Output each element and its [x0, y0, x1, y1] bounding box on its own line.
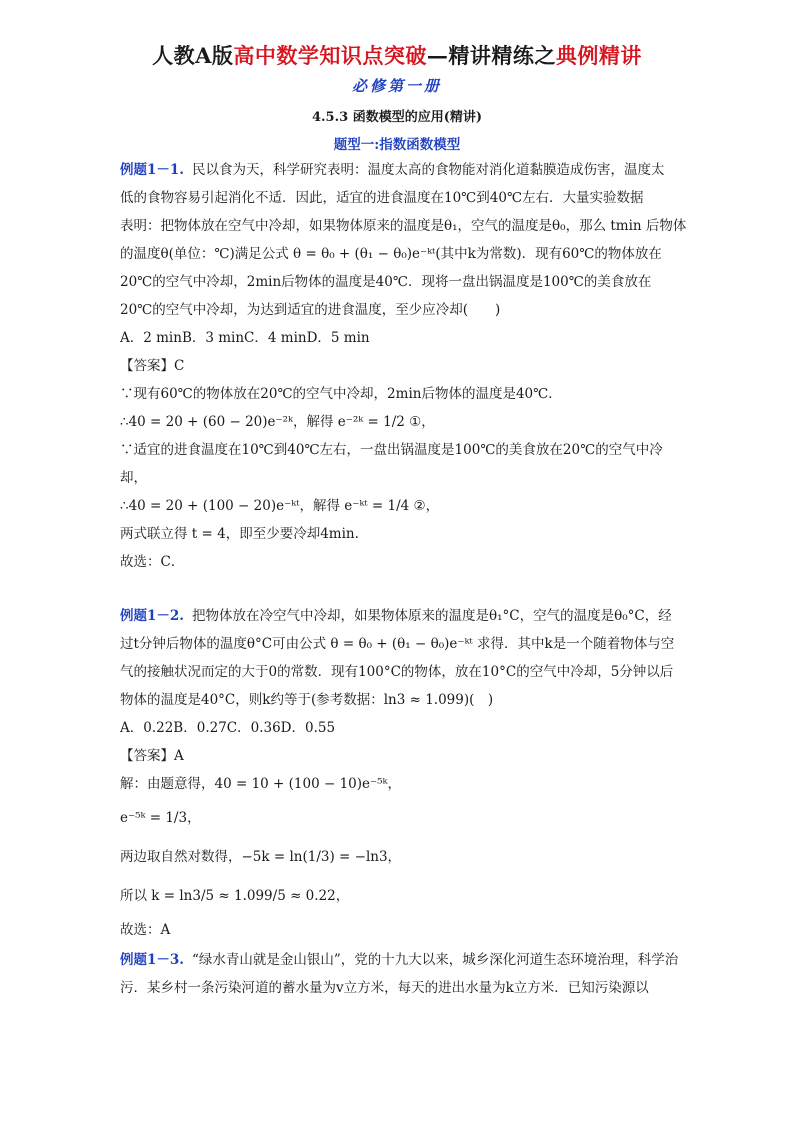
example-2-answer: 【答案】A [120, 748, 184, 764]
example-1-solution-line: 两式联立得 t = 4，即至少要冷却4min. [120, 526, 359, 542]
document-title [0, 40, 794, 70]
example-2-label: 例题1－2. [120, 608, 184, 624]
title-series: —精讲精练之 [426, 43, 556, 68]
example-2-solution-line: 解：由题意得，40 = 10 + (100 − 10)e⁻⁵ᵏ， [120, 776, 401, 792]
example-2-solution-line: 故选：A [120, 922, 171, 938]
type-heading: 题型一:指数函数模型 [333, 137, 461, 153]
example-1-options: A．2 minB．3 minC．4 minD．5 min [120, 330, 370, 346]
example-3-line: “绿水青山就是金山银山”，党的十九大以来，城乡深化河道生态环境治理，科学治 [192, 952, 679, 968]
example-2-solution-line: e⁻⁵ᵏ = 1/3， [120, 810, 201, 826]
example-1-line: 表明：把物体放在空气中冷却，如果物体原来的温度是θ₁，空气的温度是θ₀，那么 tmin 后物体 [120, 218, 687, 234]
example-2-line: 气的接触状况而定的大于0的常数．现有100°C的物体，放在10°C的空气中冷却，5分钟以后 [120, 664, 674, 680]
example-1-solution-line: 却， [120, 470, 147, 486]
example-1-label: 例题1－1. [120, 162, 184, 178]
document-subtitle: 必修第一册 [351, 77, 442, 95]
example-2-solution-line: 两边取自然对数得，−5k = ln(1/3) = −ln3， [120, 849, 402, 865]
title-subject: 高中数学知识点突破 [233, 43, 427, 68]
example-1-answer: 【答案】C [120, 358, 185, 374]
example-3-block [120, 946, 680, 1002]
example-1-line: 民以食为天，科学研究表明：温度太高的食物能对消化道黏膜造成伤害，温度太 [192, 162, 665, 178]
example-1-solution-line: ∴40 = 20 + (60 − 20)e⁻²ᵏ，解得 e⁻²ᵏ = 1/2 ①， [120, 414, 435, 430]
example-1-line: 20℃的空气中冷却，为达到适宜的进食温度，至少应冷却( ) [120, 302, 501, 318]
example-3-label: 例题1－3. [120, 952, 184, 968]
example-2-options: A．0.22B．0.27C．0.36D．0.55 [120, 720, 336, 736]
example-1-solution-line: 故选：C． [120, 554, 185, 570]
example-2-line: 物体的温度是40°C，则k约等于(参考数据：ln3 ≈ 1.099)( ) [120, 692, 494, 708]
title-publisher: 人教A版 [152, 43, 234, 68]
example-2-solution-line: 所以 k = ln3/5 ≈ 1.099/5 ≈ 0.22， [120, 888, 350, 904]
section-heading: 4.5.3 函数模型的应用(精讲) [311, 110, 483, 125]
example-2-line: 把物体放在冷空气中冷却，如果物体原来的温度是θ₁°C，空气的温度是θ₀°C，经 [192, 608, 672, 624]
title-emphasis: 典例精讲 [555, 43, 642, 68]
example-2-block [120, 602, 680, 944]
example-1-line: 的温度θ(单位：℃)满足公式 θ = θ₀ + (θ₁ − θ₀)e⁻ᵏᵗ(其中k为常数)．现有60℃的物体放在 [120, 246, 662, 262]
example-3-line: 污．某乡村一条污染河道的蓄水量为v立方米，每天的进出水量为k立方米．已知污染源以 [120, 980, 649, 996]
example-2-line: 过t分钟后物体的温度θ°C可由公式 θ = θ₀ + (θ₁ − θ₀)e⁻ᵏᵗ 求得．其中k是一个随着物体与空 [120, 636, 675, 652]
example-1-solution-line: ∵现有60℃的物体放在20℃的空气中冷却，2min后物体的温度是40℃． [120, 386, 562, 402]
example-1-line: 低的食物容易引起消化不适．因此，适宜的进食温度在10℃到40℃左右．大量实验数据 [120, 190, 644, 206]
example-1-solution-line: ∴40 = 20 + (100 − 20)e⁻ᵏᵗ，解得 e⁻ᵏᵗ = 1/4 ②， [120, 498, 440, 514]
example-1-line: 20℃的空气中冷却，2min后物体的温度是40℃．现将一盘出锅温度是100℃的美食放在 [120, 274, 652, 290]
example-1-block [120, 156, 687, 576]
example-1-solution-line: ∵适宜的进食温度在10℃到40℃左右，一盘出锅温度是100℃的美食放在20℃的空气中冷 [120, 442, 663, 458]
